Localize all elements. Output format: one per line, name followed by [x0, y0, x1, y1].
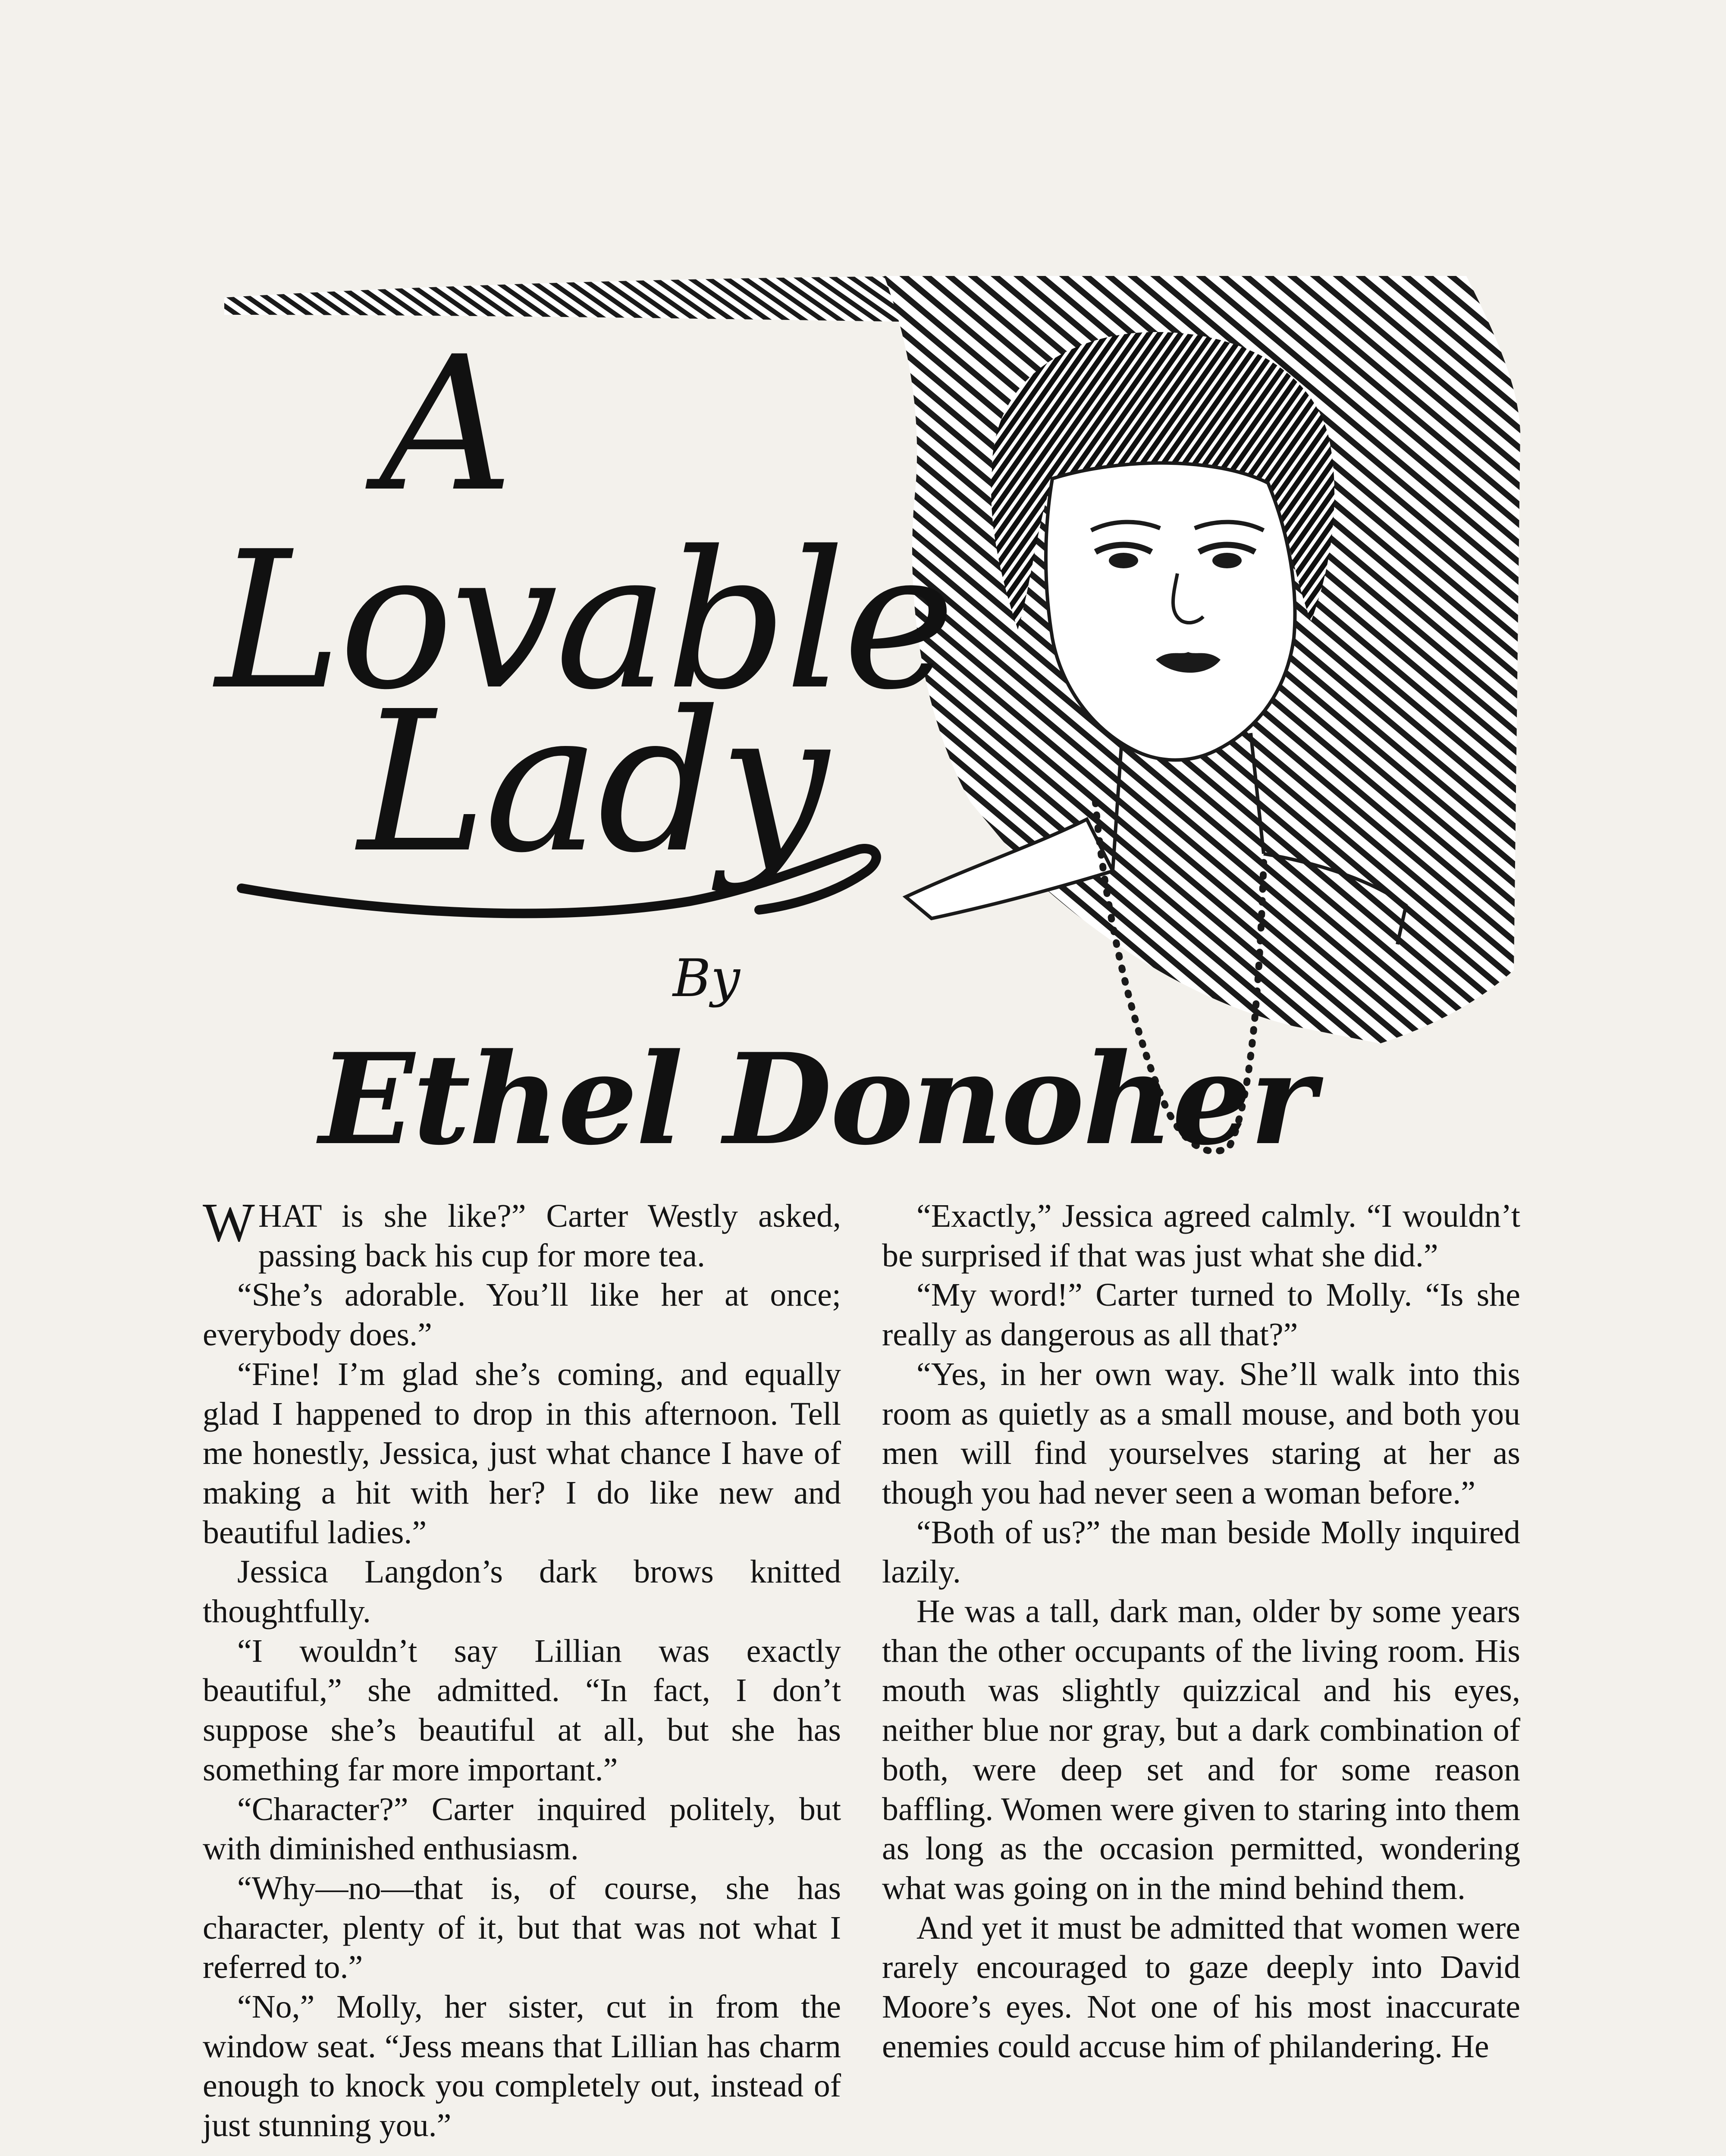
paragraph: “Fine! I’m glad she’s coming, and equally glad I happened to drop in this afternoon. Tell me honestly, Jessica, just what chance I have of making a hit with her? I do like new and beautiful ladies.” [203, 1356, 841, 1551]
paragraph: “My word!” Carter turned to Molly. “Is she really as dangerous as all that?” [882, 1277, 1520, 1353]
paragraph: “Why—no—that is, of course, she has character, plenty of it, but that was not what I referred to.” [203, 1870, 841, 1986]
paragraph: “Yes, in her own way. She’ll walk into this room as quietly as a small mouse, and both you men will find yourselves staring at her as though you had never seen a woman before.” [882, 1356, 1520, 1511]
paragraph: “She’s adorable. You’ll like her at once; everybody does.” [203, 1277, 841, 1353]
paragraph: He was a tall, dark man, older by some years than the other occupants of the living room. His mouth was slightly quizzical and his eyes, neither blue nor gray, but a dark combination of both, were deep set and for some reason baffling. Women were given to staring into them as long as the occasion permitted, wondering what was going on in the mind behind them. [882, 1593, 1520, 1906]
text-column-right [882, 1197, 1520, 2066]
paragraph: “I wouldn’t say Lillian was exactly beautiful,” she admitted. “In fact, I don’t suppose she’s beautiful at all, but she has something far more important.” [203, 1633, 841, 1788]
paragraph: And yet it must be admitted that women were rarely encouraged to gaze deeply into David Moore’s eyes. Not one of his most inaccurate enemies could accuse him of philandering. He [882, 1909, 1520, 2065]
paragraph-text: HAT is she like?” Carter Westly asked, passing back his cup for more tea. [258, 1198, 841, 1274]
paragraph: “No,” Molly, her sister, cut in from the window seat. “Jess means that Lillian has charm enough to knock you completely out, instead of just stunning you.” [203, 1989, 841, 2144]
story-title-line-3: Lady [358, 670, 826, 896]
byline-label: By [673, 949, 740, 1009]
drop-cap: W [203, 1192, 255, 1253]
story-title-line-2: Lovable [216, 511, 953, 731]
paragraph: “Both of us?” the man beside Molly inquired lazily. [882, 1514, 1520, 1590]
paragraph [203, 1192, 841, 1275]
story-title-line-1: A [380, 317, 511, 533]
paragraph: “Character?” Carter inquired politely, but with diminished enthusiasm. [203, 1791, 841, 1867]
paragraph: “Exactly,” Jessica agreed calmly. “I wouldn’t be surprised if that was just what she did.” [882, 1198, 1520, 1274]
author-name: Ethel Donoher [319, 1026, 1314, 1173]
paragraph: Jessica Langdon’s dark brows knitted thoughtfully. [203, 1554, 841, 1630]
text-column-left [203, 1192, 841, 2146]
